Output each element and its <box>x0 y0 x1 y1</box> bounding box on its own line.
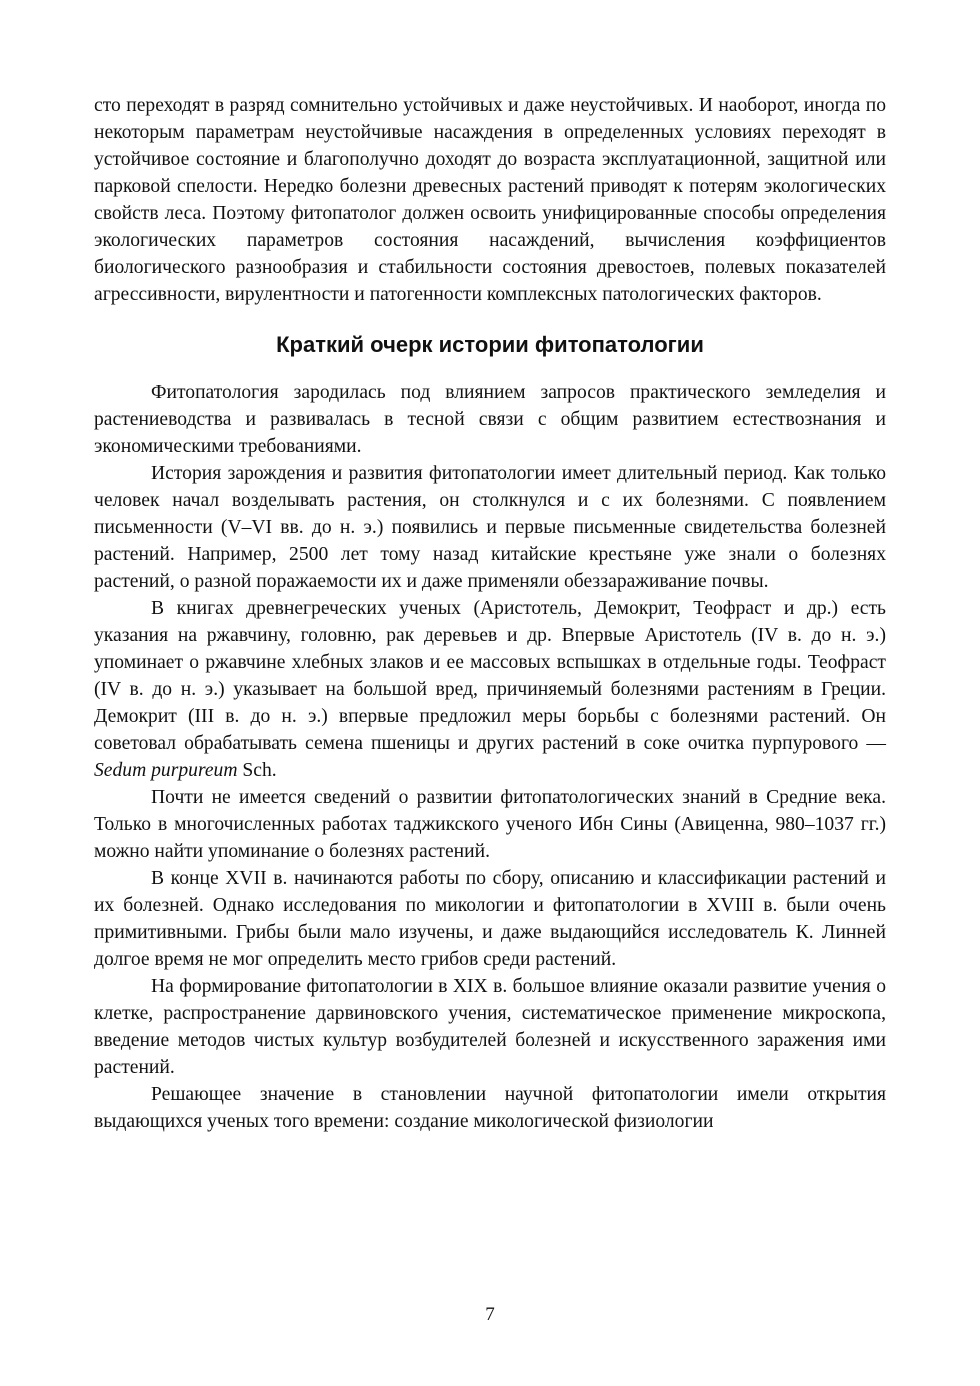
page-number: 7 <box>485 1304 495 1325</box>
paragraph-17-18-century: В конце XVII в. начинаются работы по сбору, описанию и классификации растений и их болезней. Однако исследования по микологии и фитопатологии в XVIII в. были очень примитивными. Грибы были мало изучены, и даже выдающийся исследователь К. Линней долгое время не мог определить место грибов среди растений. <box>94 868 886 970</box>
paragraph-early-history: История зарождения и развития фитопатологии имеет длительный период. Как только человек начал возделывать растения, он столкнулся и с их болезнями. С появлением письменности (V–VI вв. до н. э.) появились и первые письменные свидетельства болезней растений. Например, 2500 лет тому назад китайские крестьяне уже знали о болезнях растений, о разной поражаемости их и даже применяли обеззараживание почвы. <box>94 463 886 592</box>
paragraph-ancient-greece-text: В книгах древнегреческих ученых (Аристотель, Демокрит, Теофраст и др.) есть указания на ржавчину, головню, рак деревьев и др. Впервые Аристотель (IV в. до н. э.) упоминает о ржавчине хлебных злаков и ее массовых вспышках в отдельные годы. Теофраст (IV в. до н. э.) указывает на большой вред, причиняемый болезнями растениям в Греции. Демокрит (III в. до н. э.) впервые предложил меры борьбы с болезнями растений. Он советовал обрабатывать семена пшеницы и других растений в соке очитка пурпурового — <box>94 598 886 754</box>
latin-species-name: Sedum purpureum <box>94 760 238 781</box>
paragraph-middle-ages: Почти не имеется сведений о развитии фитопатологических знаний в Средние века. Только в многочисленных работах таджикского ученого Ибн Сины (Авиценна, 980–1037 гг.) можно найти упоминание о болезнях растений. <box>94 787 886 862</box>
paragraph-origin: Фитопатология зародилась под влиянием запросов практического земледелия и растениеводства и развивалась в тесной связи с общим развитием естествознания и экономическими требованиями. <box>94 382 886 457</box>
paragraph-scientific-phytopathology: Решающее значение в становлении научной фитопатологии имели открытия выдающихся ученых того времени: создание микологической физиологии <box>94 1084 886 1132</box>
latin-author: Sch. <box>237 760 277 781</box>
intro-paragraph: сто переходят в разряд сомнительно устойчивых и даже неустойчивых. И наоборот, иногда по некоторым параметрам неустойчивые насаждения в определенных условиях переходят в устойчивое состояние и благополучно доходят до возраста эксплуатационной, защитной или парковой спелости. Нередко болезни древесных растений приводят к потерям экологических свойств леса. Поэтому фитопатолог должен освоить унифицированные способы определения экологических параметров состояния насаждений, вычисления коэффициентов биологического разнообразия и стабильности состояния древостоев, полевых показателей агрессивности, вирулентности и патогенности комплексных патологических факторов. <box>94 95 886 305</box>
paragraph-ancient-greece <box>94 595 886 784</box>
paragraph-19-century: На формирование фитопатологии в XIX в. большое влияние оказали развитие учения о клетке, распространение дарвиновского учения, систематическое применение микроскопа, введение методов чистых культур возбудителей болезней и искусственного заражения ими растений. <box>94 976 886 1078</box>
section-heading: Краткий очерк истории фитопатологии <box>276 332 704 357</box>
page-body <box>94 92 886 1135</box>
